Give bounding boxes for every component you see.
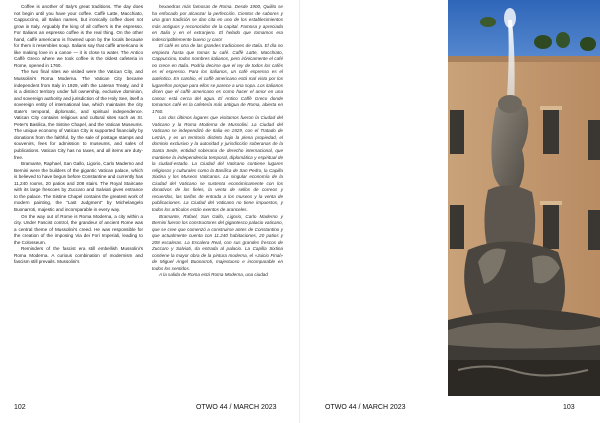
paragraph: Los dos últimos lugares que visitamos fueron la Ciudad del Vaticano y la Roma Moderna de Mussolini. La Ciudad del Vaticano se independizó de Italia en 1929, con el Tratado de Letrán, y es un territorio distinto bajo la plena propiedad, el dominio exclusivo y la autoridad y jurisdicción soberanas de la Santa Sede, entidad soberana de derecho internacional, que mantiene la independencia temporal, diplomática y espiritual de la ciudad-estado. La Ciudad del Vaticano contiene lugares religiosos y culturales como la Basílica de San Pedro, la Capilla Sixtina y los Museos Vaticanos. La singular economía de la Ciudad del Vaticano se sustenta económicamente con los donativos de los fieles, la venta de sellos de correos y recuerdos, las tarifas de entrada a los museos y la venta de publicaciones. La Ciudad del Vaticano no tiene impuestos, y todos los artículos están exentos de aranceles. (152, 115, 283, 212)
footer-left: OTWO 44 / MARCH 2023 (196, 404, 277, 411)
page-number-right: 103 (563, 404, 575, 411)
english-column (14, 4, 143, 266)
footer-right: OTWO 44 / MARCH 2023 (325, 404, 406, 411)
spanish-column (152, 4, 283, 279)
page-number-left: 102 (14, 404, 26, 411)
right-page (300, 0, 600, 423)
paragraph: Coffee is another of Italy's great traditions. The day does not begin until you have your coffee. Caffè Latte, Macchiato, Cappuccino, all Italian names, but ironically coffee does not grow in Italy. Arguably the king of all coffee's is the espresso. For Italians an espresso coffee is the real thing. On the other hand, caffè americano is frowned upon by the locals because for them it resembles soup. Italians say that caffè americano is like making love in a canoe — it is close to water. The Antico Caffè Greco where we took coffee is the oldest cafeteria in Rome, opened in 1760. (14, 4, 143, 68)
fountain-photo (448, 0, 600, 396)
paragraph: hexaedras más famosas de Roma. Desde 1900, Quilito se ha enfocado por alcanzar la perfección. Cientos de sabores y una gran tradición se dan cita en uno de los establecimientos más antiguos y reconocidos de la capital. Famosa y apreciada en Italia y en el extranjero. El helado que tomamos era indescriptiblemente bueno ¡y caro! (152, 4, 283, 42)
paragraph: El café es otra de las grandes tradiciones de Italia. El día no empieza hasta que tomas tu café. Caffè Latte, Macchiato, Cappuccino, todos nombres italianos, pero irónicamente el café no crece en Italia. Podría decirse que el rey de todos los cafés es el espresso. Para los italianos, un café espresso es el auténtico. En cambio, el caffè americano está mal visto por los lugareños porque para ellos se parece a una sopa. Los italianos dicen que el caffè americano es como hacer el amor en una canoa: está cerca del agua. El Antico Caffè Greco donde tomamos café es la cafetería más antigua de Roma, abierta en 1760. (152, 43, 283, 114)
paragraph: On the way out of Rome is Roma Moderna, a city within a city. Under Fascist control, the grandeur of ancient Rome was a central theme of Mussolini's creed. He was responsible for the creation of the imposing Via dei Fori Imperiali, leading to the Colosseum. (14, 213, 143, 245)
paragraph: Reminders of the fascist era still embellish Mussolini's Roma Moderna. A curious combination of modernism and fascism still prevails. Mussolini's (14, 246, 143, 265)
paragraph: Bramante, Rafael, San Gallo, Ligorio, Carlo Maderno y Bernini fueron los constructores del gigantesco palacio vaticano, que se cree que comenzó a construirse antes de Constantino y que actualmente cuenta con 11.240 habitaciones, 20 patios y 208 escaleras. La Escalera Real, con sus grandes frescos de Zuccaro y Salviati, da entrada al palacio. La Capilla Sixtina contiene la mayor obra de la pintura moderna, el «Juicio Final» de Miguel Ángel Buonarroti, majestuoso e incomparable en todos los sentidos. (152, 213, 283, 271)
paragraph: A la salida de Roma está Roma Moderna, una ciudad (159, 272, 268, 278)
paragraph: The two final sites we visited were the Vatican City, and Mussolini's Roma Moderna. The Vatican City became independent from Italy in 1929, with the Lateran Treaty, and it is a distinct territory under full ownership, exclusive dominion, and sovereign authority and jurisdiction of the Holy See, itself a sovereign entity of international law, which maintains the city state's temporal, diplomatic, and spiritual independence. Vatican City contains religious and cultural sites such as St. Peter's Basilica, the Sistine Chapel, and the Vatican Museums. The unique economy of Vatican City is supported financially by donations from the faithful, by the sale of postage stamps and souvenirs, fees for admission to museums, and sales of publications. Vatican City has no taxes, and all items are duty-free. (14, 69, 143, 160)
paragraph: Bramante, Raphael, San Gallo, Ligorio, Carlo Maderno and Bernini were the builders of the gigantic Vatican palace, which is believed to have begun before Constantine and currently has 11,240 rooms, 20 patios and 208 stairs. The Royal Staircase with its large frescoes by Zuccaro and Salviati gives entrance to the palace. The Sistine Chapel contains the greatest work of modern painting, the "Last Judgment" by Michelangelo Buonarroti, majestic and incomparable in every way. (14, 161, 143, 212)
